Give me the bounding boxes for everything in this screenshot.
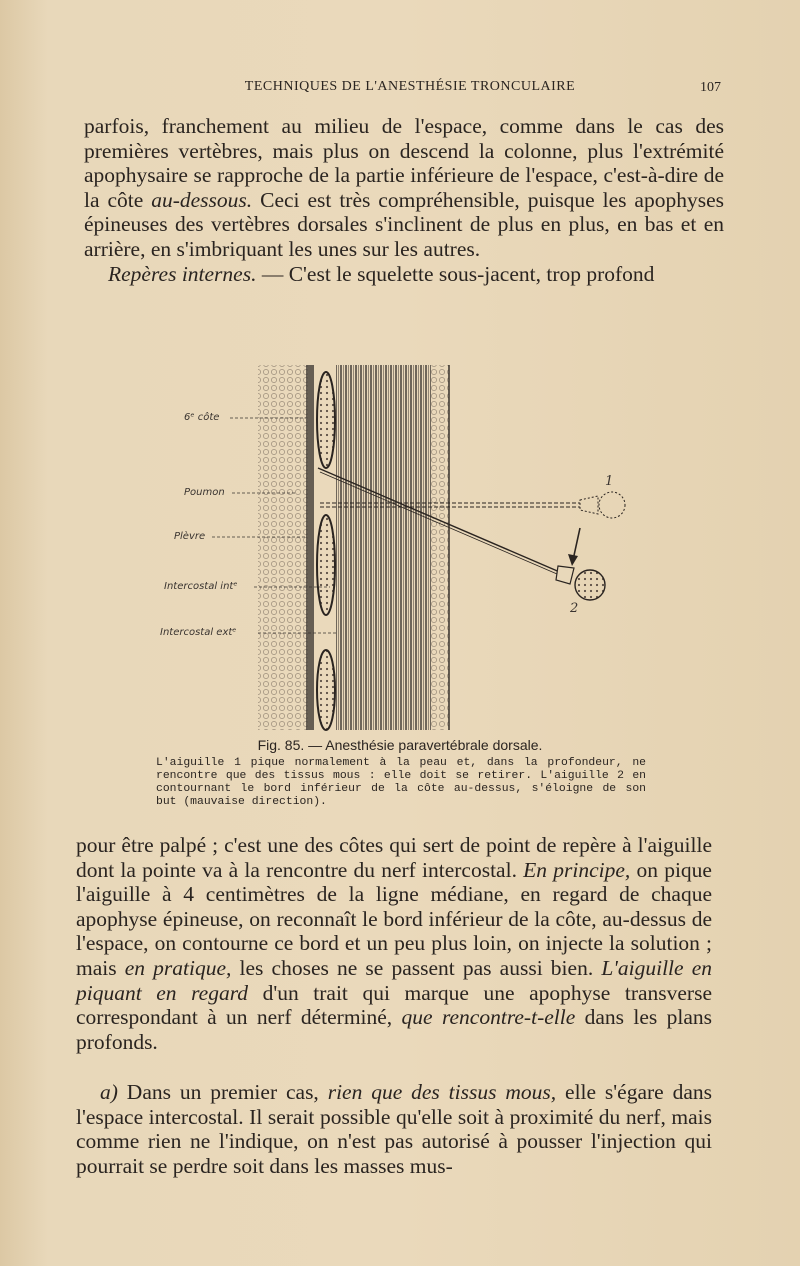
rib-section [317, 515, 335, 615]
pleura-band [306, 365, 314, 730]
rib-section [317, 650, 335, 730]
figure-caption-title: Fig. 85. — Anesthésie paravertébrale dorsale. [257, 737, 543, 753]
subcutaneous-tissue [431, 365, 449, 730]
paragraph-3 [76, 1080, 712, 1178]
label-external-intercostal: Intercostal extᵉ [160, 627, 237, 638]
lung-tissue [258, 365, 308, 730]
rib-section [317, 372, 335, 468]
label-rib: 6ᵉ côte [184, 412, 220, 423]
text-run: dans les plans profonds. [76, 1005, 712, 1054]
text-run: les choses ne se passent pas aussi bien. [231, 955, 602, 980]
label-internal-intercostal: Intercostal intᵉ [164, 581, 238, 592]
text-run-italic: que rencontre-t-elle [401, 1005, 576, 1030]
text-run: elle s'égare dans l'espace intercostal. Il serait possible qu'elle soit à proximité du nerf, mais comme rien ne l'indique, on n'est pas autorisé à pousser l'injection qui pourrait se perdre soit dans les masses mus- [76, 1080, 713, 1178]
text-run: Ceci est très compréhensible, puisque les apophyses épineuses des vertèbres dorsales s'inclinent de plus en plus, en bas et en arrière, en s'imbriquant les unes sur les autres. [84, 187, 724, 261]
label-lung: Poumon [184, 487, 225, 498]
text-run-italic: en pratique, [124, 955, 232, 980]
paragraph-1 [84, 114, 724, 286]
subheading-reperes-internes: Repères internes. [108, 261, 257, 286]
label-pleura: Plèvre [174, 531, 206, 542]
text-run-italic: L'aiguille en piquant en regard [76, 955, 712, 1005]
text-run-italic: En principe, [523, 857, 631, 882]
paragraph-2 [76, 833, 712, 1054]
text-run: — C'est le squelette sous-jacent, trop profond [256, 261, 655, 286]
text-run: on pique l'aiguille à 4 centimètres de la ligne médiane, en regard de chaque apophyse épineuse, on reconnaît le bord inférieur de la côte, au-dessus de l'espace, on contourne ce bord et un peu plus loin, on injecte la solution ; mais [76, 857, 712, 980]
figure-illustration [150, 360, 650, 735]
text-run: d'un trait qui marque une apophyse transverse correspondant à un nerf déterminé, [76, 980, 712, 1030]
label-needle-1: 1 [605, 474, 614, 489]
text-run-italic: rien que des tissus mous, [327, 1080, 557, 1104]
text-run-italic: au-dessous. [151, 187, 253, 212]
text-run: parfois, franchement au milieu de l'espace, comme dans le cas des premières vertèbres, mais plus on descend la colonne, plus l'extrémité apophysaire se rapproche de la partie inférieure de l'espace, c'est-à-dire de la côte [84, 114, 724, 212]
intercostal-muscles [336, 365, 431, 730]
running-head: TECHNIQUES DE L'ANESTHÉSIE TRONCULAIRE [244, 79, 576, 94]
figure-caption-text: L'aiguille 1 pique normalement à la peau et, dans la profondeur, ne rencontre que des tissus mous : elle doit se retirer. L'aiguille 2 en contournant le bord inférieur de la côte au-dessus, s'éloigne de son but (mauvaise direction). [156, 757, 646, 808]
text-run: pour être palpé ; c'est une des côtes qui sert de point de repère à l'aiguille dont la pointe va à la rencontre du nerf intercostal. [76, 833, 712, 882]
list-marker: a) [100, 1080, 118, 1104]
text-run: Dans un premier cas, [117, 1080, 328, 1104]
page-number: 107 [700, 80, 721, 95]
label-needle-2: 2 [570, 601, 579, 616]
figure-85 [150, 360, 650, 735]
arrow-icon [568, 528, 580, 566]
